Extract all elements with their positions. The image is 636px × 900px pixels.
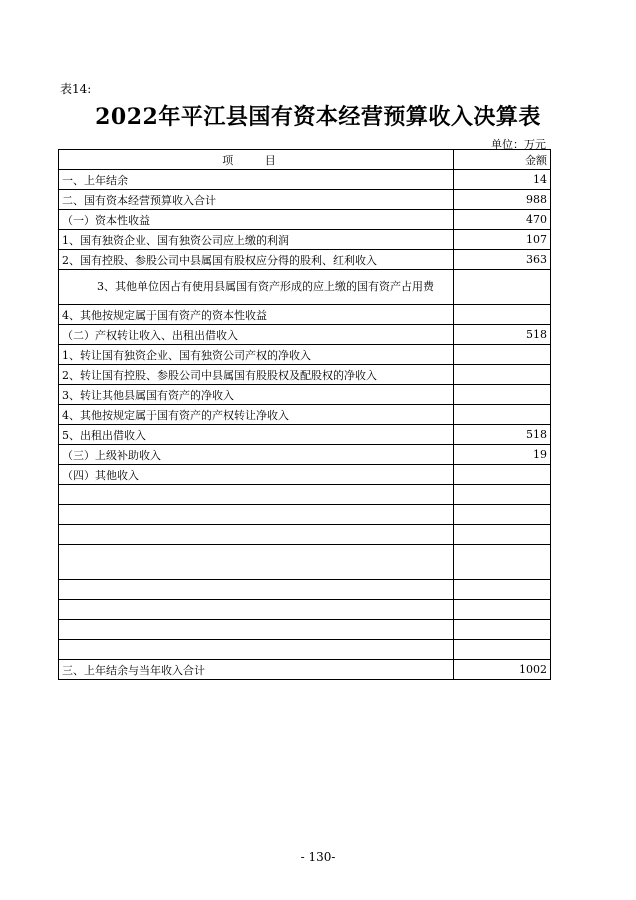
row-amount xyxy=(454,365,551,385)
row-amount xyxy=(454,305,551,325)
row-label: 4、其他按规定属于国有资产的产权转让净收入 xyxy=(59,405,454,425)
table-row xyxy=(59,170,551,190)
row-amount xyxy=(454,525,551,545)
row-amount: 1002 xyxy=(454,660,551,680)
row-label: 一、上年结余 xyxy=(59,170,454,190)
row-label: （四）其他收入 xyxy=(59,465,454,485)
table-row xyxy=(59,465,551,485)
row-label xyxy=(59,505,454,525)
row-amount: 470 xyxy=(454,210,551,230)
row-label xyxy=(59,580,454,600)
row-amount: 518 xyxy=(454,325,551,345)
row-amount xyxy=(454,465,551,485)
row-amount: 14 xyxy=(454,170,551,190)
row-amount xyxy=(454,405,551,425)
table-row xyxy=(59,210,551,230)
row-label: （二）产权转让收入、出租出借收入 xyxy=(59,325,454,345)
column-header-item: 项 目 xyxy=(59,150,454,170)
table-row xyxy=(59,445,551,465)
row-amount xyxy=(454,485,551,505)
table-header-row xyxy=(59,150,551,170)
table-row-empty xyxy=(59,525,551,545)
row-label: （三）上级补助收入 xyxy=(59,445,454,465)
table-row xyxy=(59,305,551,325)
unit-label: 单位：万元 xyxy=(491,138,546,151)
row-label: 三、上年结余与当年收入合计 xyxy=(59,660,454,680)
row-label xyxy=(59,485,454,505)
row-amount: 363 xyxy=(454,250,551,270)
row-amount xyxy=(454,345,551,365)
row-amount: 988 xyxy=(454,190,551,210)
table-row xyxy=(59,405,551,425)
row-label: 1、转让国有独资企业、国有独资公司产权的净收入 xyxy=(59,345,454,365)
table-row-empty xyxy=(59,620,551,640)
table-row-empty xyxy=(59,640,551,660)
row-amount xyxy=(454,600,551,620)
row-label xyxy=(59,640,454,660)
row-label xyxy=(59,620,454,640)
row-amount xyxy=(454,505,551,525)
table-label: 表14: xyxy=(60,82,92,96)
row-amount xyxy=(454,620,551,640)
table-row-empty xyxy=(59,600,551,620)
row-label: 1、国有独资企业、国有独资公司应上缴的利润 xyxy=(59,230,454,250)
table-row-empty xyxy=(59,505,551,525)
table-row xyxy=(59,345,551,365)
column-header-amount: 金额 xyxy=(454,150,551,170)
row-amount: 518 xyxy=(454,425,551,445)
table-row-empty xyxy=(59,485,551,505)
table-row xyxy=(59,385,551,405)
budget-table xyxy=(58,149,551,680)
row-label: 4、其他按规定属于国有资产的资本性收益 xyxy=(59,305,454,325)
row-amount xyxy=(454,640,551,660)
row-label xyxy=(59,545,454,580)
table-row xyxy=(59,230,551,250)
row-amount xyxy=(454,385,551,405)
table-row xyxy=(59,365,551,385)
table-row xyxy=(59,425,551,445)
table-row-total xyxy=(59,660,551,680)
table-row xyxy=(59,250,551,270)
table-row-empty xyxy=(59,545,551,580)
page-title: 2022年平江县国有资本经营预算收入决算表 xyxy=(95,104,541,130)
table-row xyxy=(59,190,551,210)
row-amount: 107 xyxy=(454,230,551,250)
row-amount xyxy=(454,580,551,600)
row-amount xyxy=(454,270,551,305)
table-row-empty xyxy=(59,580,551,600)
row-amount: 19 xyxy=(454,445,551,465)
row-label: 3、转让其他县属国有资产的净收入 xyxy=(59,385,454,405)
row-label: （一）资本性收益 xyxy=(59,210,454,230)
row-label: 二、国有资本经营预算收入合计 xyxy=(59,190,454,210)
row-label: 2、国有控股、参股公司中县属国有股权应分得的股利、红利收入 xyxy=(59,250,454,270)
row-amount xyxy=(454,545,551,580)
row-label xyxy=(59,525,454,545)
row-label: 5、出租出借收入 xyxy=(59,425,454,445)
table-row xyxy=(59,270,551,305)
row-label: 2、转让国有控股、参股公司中县属国有股股权及配股权的净收入 xyxy=(59,365,454,385)
row-label xyxy=(59,600,454,620)
page-number: - 130- xyxy=(300,850,336,864)
table-row xyxy=(59,325,551,345)
row-label: 3、其他单位因占有使用县属国有资产形成的应上缴的国有资产占用费 xyxy=(59,270,454,305)
